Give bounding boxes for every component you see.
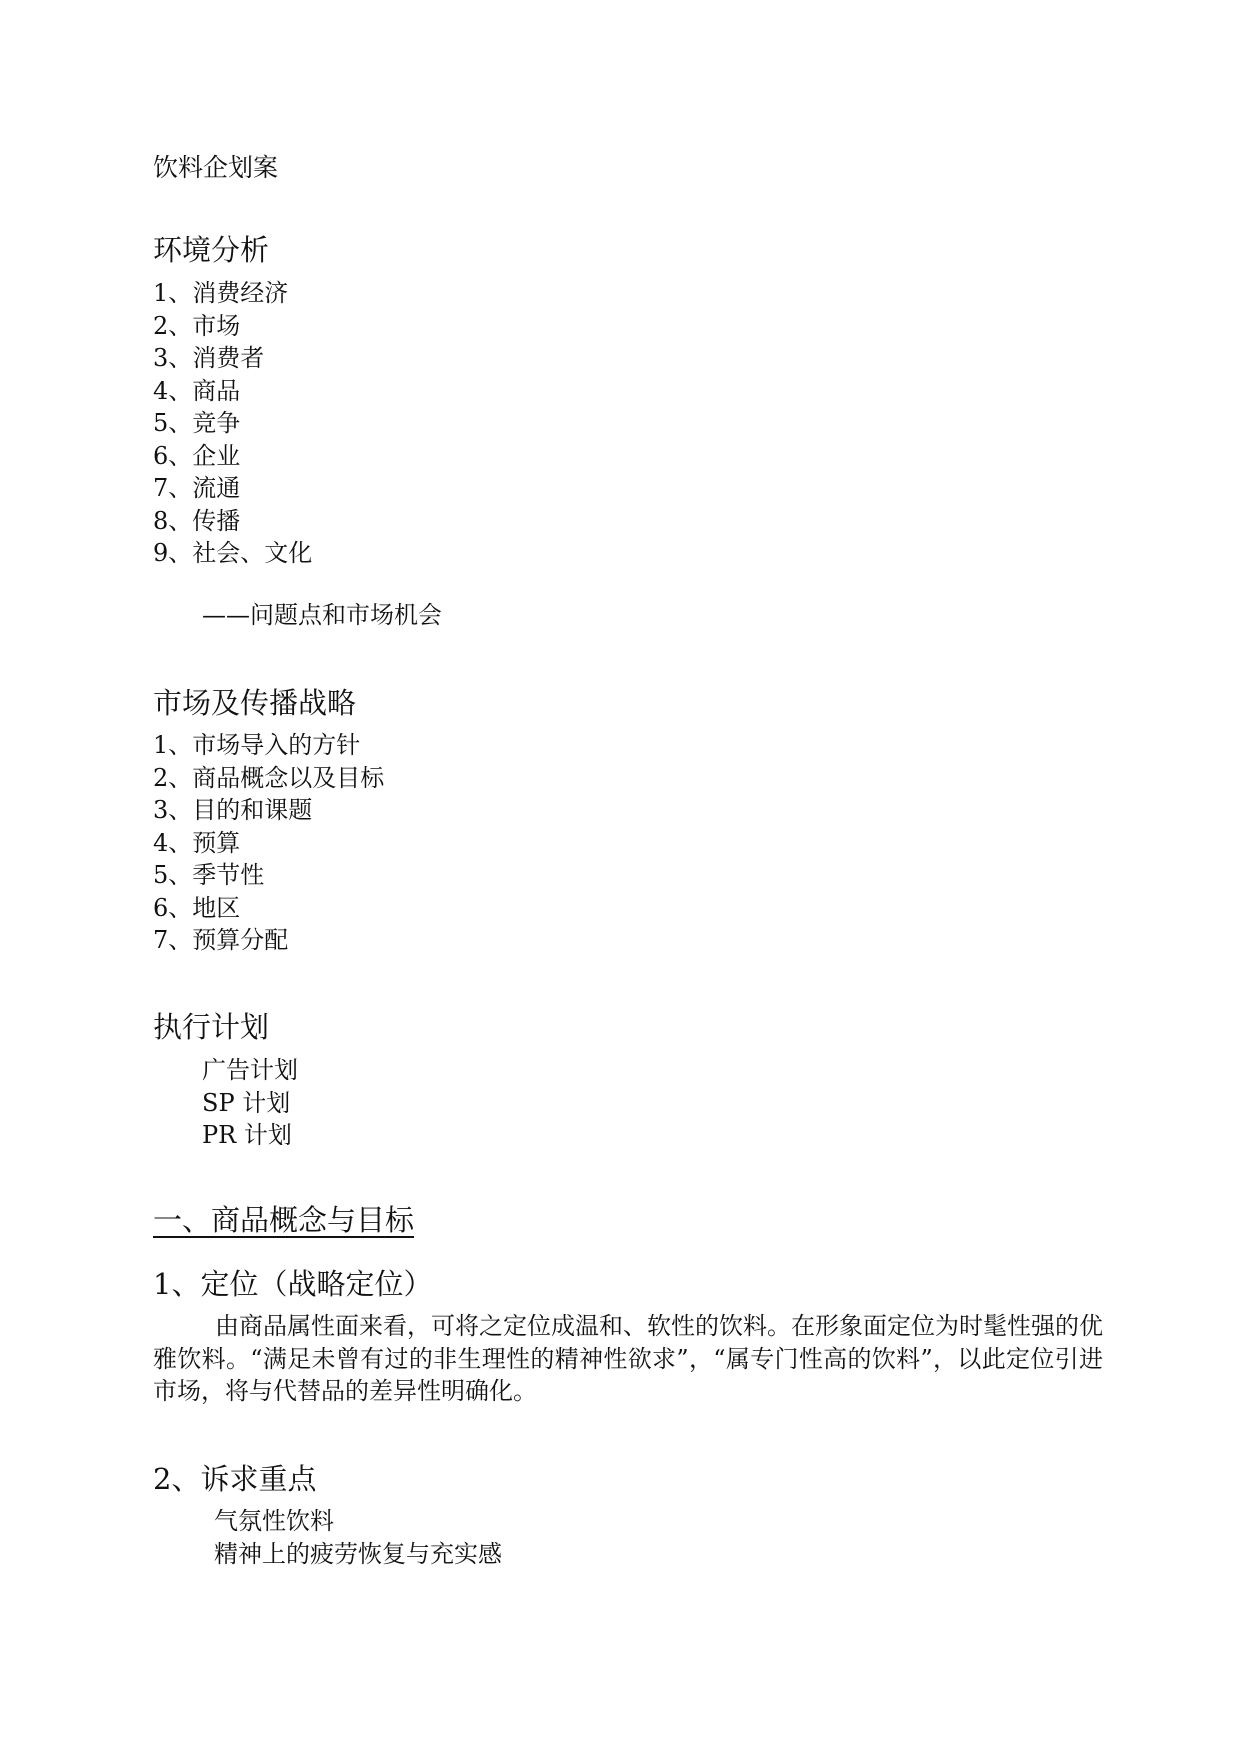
exec-item: 广告计划 bbox=[202, 1056, 298, 1084]
market-item: 1、市场导入的方针 bbox=[153, 731, 361, 759]
env-item: 1、消费经济 bbox=[153, 279, 289, 307]
env-note: ——问题点和市场机会 bbox=[202, 601, 442, 629]
market-item: 5、季节性 bbox=[153, 861, 265, 889]
exec-item: SP 计划 bbox=[202, 1088, 291, 1117]
sub1-heading: 1、定位（战略定位） bbox=[153, 1267, 433, 1301]
env-list bbox=[153, 277, 312, 570]
env-item: 6、企业 bbox=[153, 441, 241, 470]
sub2-item: 气氛性饮料 bbox=[214, 1507, 334, 1535]
market-item: 4、预算 bbox=[153, 828, 241, 857]
market-item: 7、预算分配 bbox=[153, 926, 289, 954]
env-heading: 环境分析 bbox=[153, 233, 270, 267]
market-item: 6、地区 bbox=[153, 893, 241, 922]
sub2-list bbox=[214, 1505, 502, 1570]
sub2-heading: 2、诉求重点 bbox=[153, 1462, 317, 1496]
document-title: 饮料企划案 bbox=[153, 153, 279, 182]
env-item: 2、市场 bbox=[153, 311, 241, 340]
env-item: 5、竞争 bbox=[153, 409, 241, 437]
sub1-paragraph: 由商品属性面来看，可将之定位成温和、软性的饮料。在形象面定位为时髦性强的优雅饮料。“满足未曾有过的非生理性的精神性欲求”，“属专门性高的饮料”，以此定位引进市场，将与代替品的差异性明确化。 bbox=[153, 1312, 1103, 1405]
sub2-item: 精神上的疲劳恢复与充实感 bbox=[214, 1539, 502, 1568]
exec-heading: 执行计划 bbox=[153, 1010, 270, 1044]
env-item: 4、商品 bbox=[153, 376, 241, 405]
market-heading: 市场及传播战略 bbox=[153, 686, 357, 720]
env-item: 7、流通 bbox=[153, 474, 241, 502]
exec-list bbox=[202, 1054, 298, 1152]
market-list bbox=[153, 729, 384, 957]
market-item: 2、商品概念以及目标 bbox=[153, 763, 385, 792]
env-item: 9、社会、文化 bbox=[153, 539, 313, 567]
env-item: 3、消费者 bbox=[153, 344, 265, 372]
exec-item: PR 计划 bbox=[202, 1121, 292, 1149]
market-item: 3、目的和课题 bbox=[153, 796, 313, 824]
env-item: 8、传播 bbox=[153, 506, 241, 535]
section1-heading: 一、商品概念与目标 bbox=[153, 1203, 415, 1237]
